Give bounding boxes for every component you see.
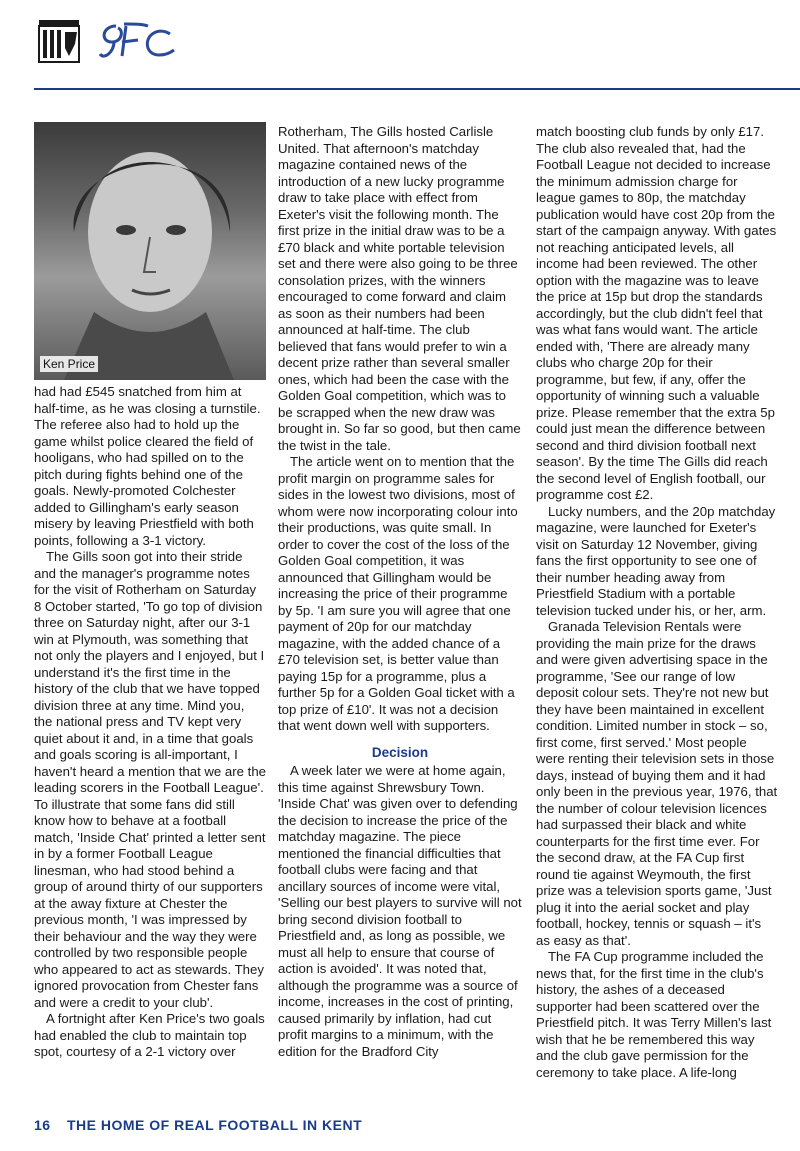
paragraph: Granada Television Rentals were providing the main prize for the draws and were given advertising space in the programme, 'See our range of low deposit colour sets. They're not new but they have been maintained in excellent condition. Limited number in stock – so, first come, first served.' Most people were renting their television sets in those days, instead of buying them and it had only been in the previous year, 1976, that the number of colour television licences had surpassed their black and white counterparts for the first time ever. For the second draw, at the FA Cup first round tie against Weymouth, the first prize was a television sports game, 'Just plug it into the aerial socket and play football, hockey, tennis or squash – it's as easy as that'. <box>536 619 778 948</box>
page-number: 16 <box>34 1117 51 1133</box>
paragraph: match boosting club funds by only £17. The club also revealed that, had the Football League not decided to increase the minimum admission charge for league games to 80p, the matchday publication would have cost 20p from the start of the campaign anyway. With gates not reaching anticipated levels, all income had been reviewed. The other option with the magazine was to leave the price at 15p but drop the standards accordingly, but the club didn't feel that was what fans would want. The article ended with, 'There are already many clubs who charge 20p for their programme, but few, if any, offer the opportunity of winning such a valuable prize. Please remember that the extra 5p could just mean the difference between second and third division football next season'. By the time The Gills did reach the second level of English football, our programme cost £2. <box>536 124 777 502</box>
player-photo <box>34 122 266 380</box>
section-subheading: Decision <box>371 744 429 760</box>
page-header <box>0 0 800 92</box>
paragraph: had had £545 snatched from him at half-time, as he was closing a turnstile. The referee also had to hold up the game whilst police cleared the field of hooligans, who had spilled on to the pitch during fights behind one of the goals. Newly-promoted Colchester added to Gillingham's early season misery by leaving Priestfield with both points, following a 3-1 victory. <box>34 384 261 548</box>
paragraph: The FA Cup programme included the news that, for the first time in the club's history, the ashes of a deceased supporter had been scattered over the Priestfield pitch. It was Terry Millen's last wish that he be remembered this way and the club gave permission for the ceremony to take place. A life-long <box>536 949 772 1080</box>
paragraph: The Gills soon got into their stride and the manager's programme notes for the visit of Rotherham on Saturday 8 October started, 'To go top of division three on Saturday night, after our 3-1 win at Plymouth, was something that not only the players and I enjoyed, but I understand it's the first time in the history of the club that we have topped division three at any time. Mind you, the national press and TV kept very quiet about it and, in a time that goals and goals scoring is all-important, I haven't heard a mention that we are the leading scorers in the Football League'. To illustrate that some fans did still know how to behave at a football match, 'Inside Chat' printed a letter sent in by a former Football League linesman, who had stood behind a group of around thirty of our supporters at the away fixture at Chester the previous month, 'I was impressed by their behaviour and the way they were controlled by two responsible people who appeared to act as stewards. They ignored provocation from Chester fans and were a credit to your club'. <box>34 549 266 1010</box>
paragraph: The article went on to mention that the profit margin on programme sales for sides in the lowest two divisions, most of whom were now incorporating colour into their productions, was quite small. In order to cover the cost of the loss of the Golden Goal competition, it was announced that Gillingham would be increasing the price of their programme by 5p. 'I am sure you will agree that one payment of 20p for our matchday magazine, with the added chance of a £70 television set, is better value than paying 15p for a programme, plus a further 5p for a Golden Goal ticket with a top prize of £10'. It was not a decision that went down well with supporters. <box>278 454 518 733</box>
page-footer <box>34 1117 362 1133</box>
column-1 <box>34 384 266 1061</box>
paragraph: A week later we were at home again, this time against Shrewsbury Town. 'Inside Chat' was given over to defending the decision to increase the price of the matchday magazine. The piece mentioned the financial difficulties that football clubs were facing and that ancillary sources of income were vital, 'Selling our best players to survive will not bring second division football to Priestfield and, as long as possible, we must all help to ensure that course of action is avoided'. It was noted that, although the programme was a source of income, increases in the cost of printing, caused primarily by inflation, had cut profit margins to a minimum, with the edition for the Bradford City <box>278 763 522 1059</box>
header-rule <box>34 88 800 90</box>
column-3 <box>536 124 778 1081</box>
footer-title: THE HOME OF REAL FOOTBALL IN KENT <box>66 1117 363 1133</box>
paragraph: Lucky numbers, and the 20p matchday magazine, were launched for Exeter's visit on Saturday 12 November, giving fans the first opportunity to see one of their number heading away from Priestfield Stadium with a portable television tucked under his, or her, arm. <box>536 503 776 618</box>
photo-caption: Ken Price <box>40 356 98 372</box>
gfc-monogram-logo <box>96 16 180 66</box>
club-crest-icon <box>35 18 83 66</box>
paragraph: A fortnight after Ken Price's two goals had enabled the club to maintain top spot, courtesy of a 2-1 victory over <box>34 1011 265 1059</box>
column-2 <box>278 124 522 1060</box>
paragraph: Rotherham, The Gills hosted Carlisle United. That afternoon's matchday magazine contained news of the introduction of a new lucky programme draw to take place with effect from Exeter's visit the following month. The first prize in the initial draw was to be a £70 black and white portable television set and there were also going to be three consolation prizes, with the winners encouraged to come forward and claim as soon as their numbers had been announced at half-time. The club believed that fans would prefer to win a decent prize rather than several smaller ones, which had been the case with the Golden Goal competition, which was to be scrapped when the new draw was brought in. So far so good, but then came the twist in the tale. <box>278 124 521 453</box>
portrait-image <box>34 122 266 380</box>
